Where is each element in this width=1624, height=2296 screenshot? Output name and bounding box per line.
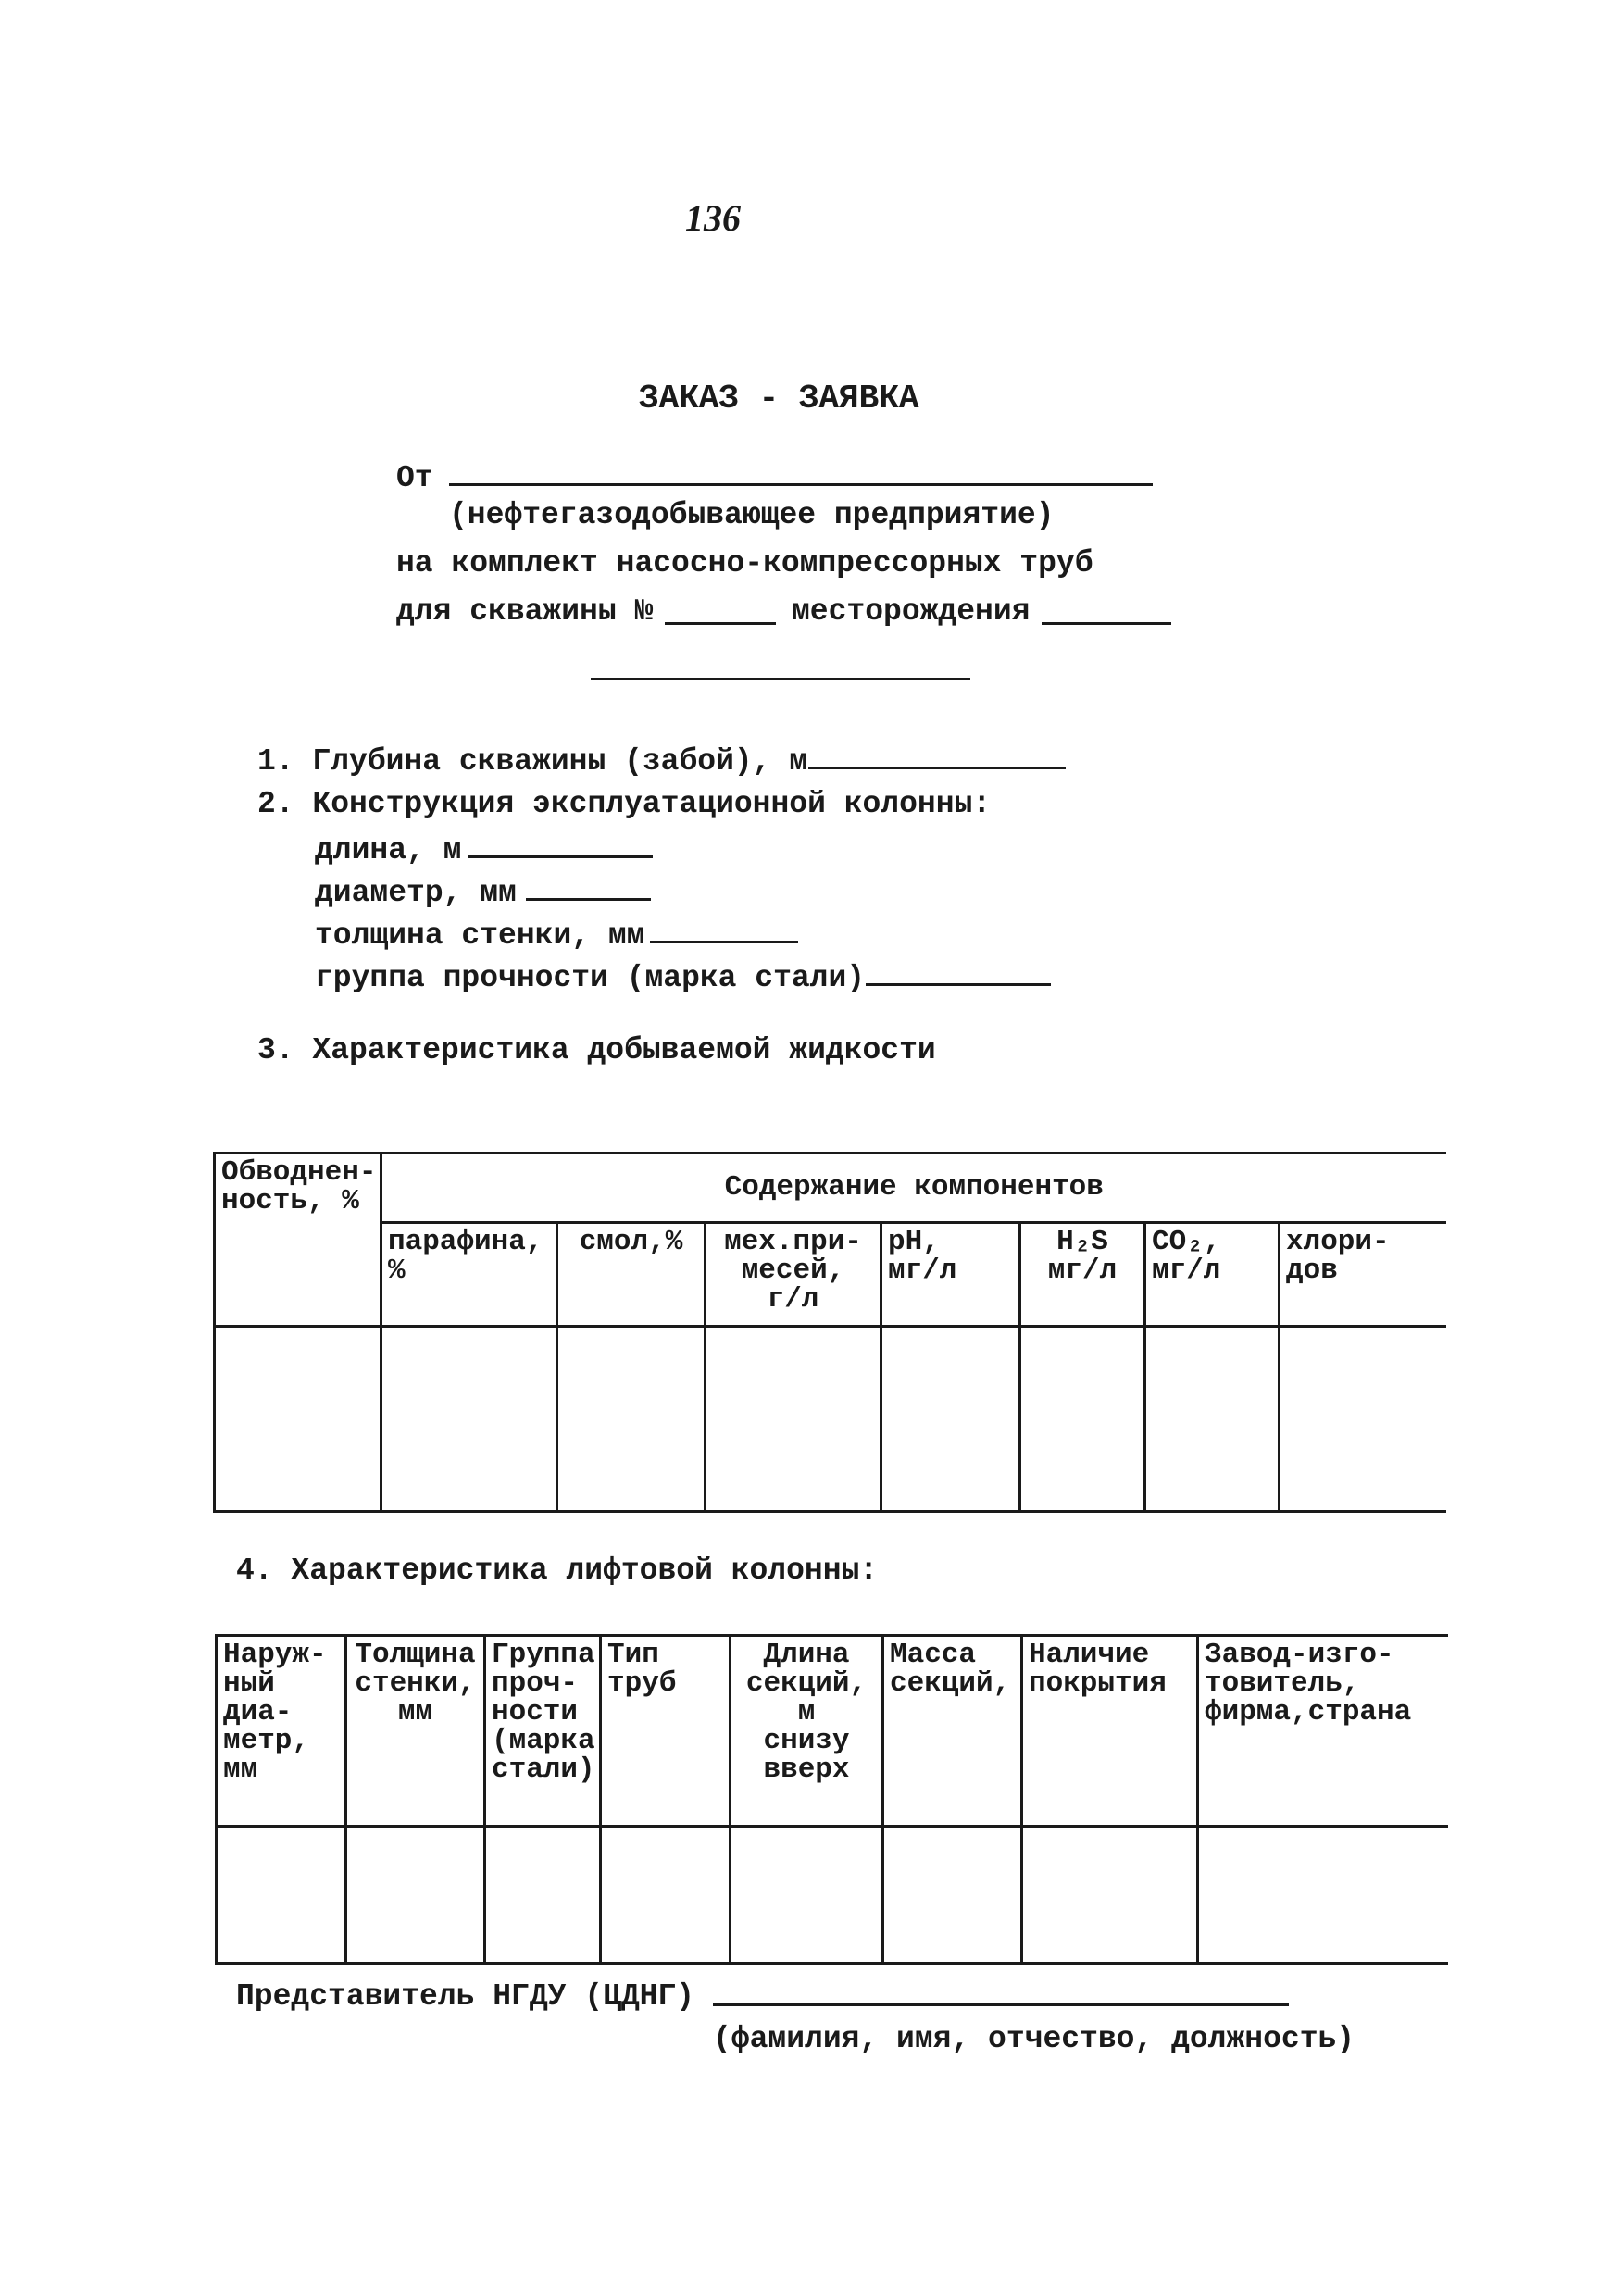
header-strength-group: Группа проч- ности (марка стали) <box>485 1636 601 1827</box>
cell-pipe-type[interactable] <box>601 1827 731 1964</box>
item-3-fluid: 3. Характеристика добываемой жидкости <box>257 1033 936 1067</box>
cell-section-mass[interactable] <box>883 1827 1022 1964</box>
header-section-mass: Масса секций, <box>883 1636 1022 1827</box>
well-label: для скважины № <box>396 594 654 629</box>
item-2-casing: 2. Конструкция эксплуатационной колонны: <box>257 787 992 821</box>
cell-section-length[interactable] <box>731 1827 883 1964</box>
casing-length-line[interactable] <box>468 855 653 858</box>
cell-ph[interactable] <box>881 1327 1020 1512</box>
item-1-depth: 1. Глубина скважины (забой), м <box>257 744 808 779</box>
casing-wall-line[interactable] <box>650 941 798 943</box>
cell-outer-diameter[interactable] <box>217 1827 346 1964</box>
well-number-line[interactable] <box>665 622 776 625</box>
header-pipe-type: Тип труб <box>601 1636 731 1827</box>
header-mech-impurities: мех.при- месей, г/л <box>706 1223 881 1327</box>
header-wall-thickness: Толщина стенки, мм <box>346 1636 485 1827</box>
header-components-group: Содержание компонентов <box>381 1154 1446 1223</box>
cell-water-cut[interactable] <box>215 1327 381 1512</box>
cell-coating[interactable] <box>1022 1827 1198 1964</box>
representative-label: Представитель НГДУ (ЦДНГ) <box>236 1979 695 2014</box>
cell-manufacturer[interactable] <box>1198 1827 1448 1964</box>
representative-caption: (фамилия, имя, отчество, должность) <box>713 2022 1355 2056</box>
depth-line[interactable] <box>808 767 1066 769</box>
header-h2s: H₂S мг/л <box>1020 1223 1145 1327</box>
header-co2: CO₂, мг/л <box>1145 1223 1280 1327</box>
from-label: От <box>396 461 433 495</box>
header-water-cut: Обводнен- ность, % <box>215 1154 381 1327</box>
kit-line: на комплект насосно-компрессорных труб <box>396 546 1093 580</box>
representative-signature-line[interactable] <box>713 2003 1289 2006</box>
cell-strength-group[interactable] <box>485 1827 601 1964</box>
item-4-lift-string: 4. Характеристика лифтовой колонны: <box>236 1554 879 1588</box>
cell-mech-impurities[interactable] <box>706 1327 881 1512</box>
extra-line[interactable] <box>591 678 970 680</box>
cell-co2[interactable] <box>1145 1327 1280 1512</box>
casing-grade-line[interactable] <box>866 983 1051 986</box>
header-section-length: Длина секций, м снизу вверх <box>731 1636 883 1827</box>
casing-grade-label: группа прочности (марка стали) <box>315 961 866 995</box>
header-outer-diameter: Наруж- ный диа- метр, мм <box>217 1636 346 1827</box>
cell-paraffin[interactable] <box>381 1327 557 1512</box>
from-field-line[interactable] <box>449 483 1153 486</box>
header-manufacturer: Завод-изго- товитель, фирма,страна <box>1198 1636 1448 1827</box>
header-resins: смол,% <box>557 1223 706 1327</box>
fluid-table <box>213 1152 1446 1513</box>
header-paraffin: парафина, % <box>381 1223 557 1327</box>
cell-chlorides[interactable] <box>1280 1327 1446 1512</box>
cell-wall-thickness[interactable] <box>346 1827 485 1964</box>
from-caption: (нефтегазодобывающее предприятие) <box>449 498 1055 532</box>
casing-length-label: длина, м <box>315 833 462 867</box>
header-ph: pH, мг/л <box>881 1223 1020 1327</box>
cell-h2s[interactable] <box>1020 1327 1145 1512</box>
casing-diameter-line[interactable] <box>526 898 651 901</box>
casing-diameter-label: диаметр, мм <box>315 876 517 910</box>
lift-table <box>215 1634 1448 1965</box>
header-chlorides: хлори- дов <box>1280 1223 1446 1327</box>
casing-wall-label: толщина стенки, мм <box>315 918 645 953</box>
cell-resins[interactable] <box>557 1327 706 1512</box>
field-label: месторождения <box>792 594 1031 629</box>
field-name-line[interactable] <box>1042 622 1171 625</box>
page-number: 136 <box>685 197 741 239</box>
header-coating: Наличие покрытия <box>1022 1636 1198 1827</box>
document-title: ЗАКАЗ - ЗАЯВКА <box>639 380 919 418</box>
